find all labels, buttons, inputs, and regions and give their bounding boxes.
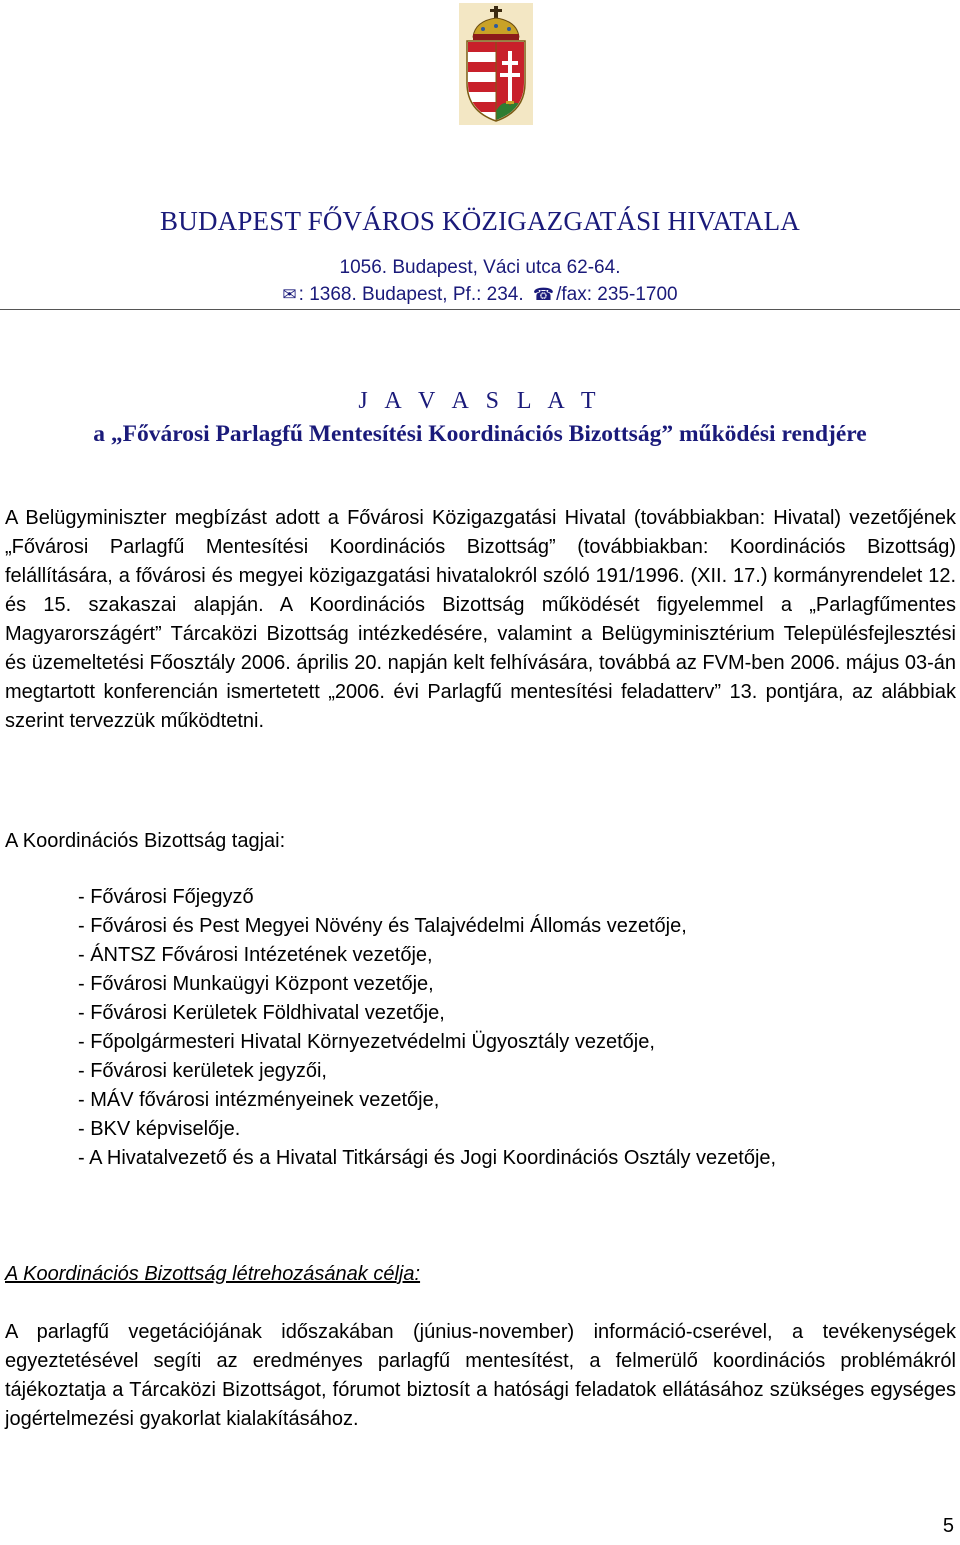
list-item: - A Hivatalvezető és a Hivatal Titkársági és Jogi Koordinációs Osztály vezetője, <box>78 1147 777 1169</box>
document-title: J A V A S L A T <box>358 388 602 414</box>
postal-address: : 1368. Budapest, Pf.: 234. <box>298 284 524 305</box>
members-list <box>78 883 956 1173</box>
street-address: 1056. Budapest, Váci utca 62-64. <box>339 257 621 278</box>
phone-fax: /fax: 235-1700 <box>556 284 678 305</box>
intro-paragraph: A Belügyminiszter megbízást adott a Fővárosi Közigazgatási Hivatal (továbbiakban: Hivatal) vezetőjének „Fővárosi Parlagfű Mentesítési Koordinációs Bizottság” (továbbiakban: Koordinációs Bizottság) felállítására, a fővárosi és megyei közigazgatási hivatalokról szóló 191/1996. (XII. 17.) kormányrendelet 12. és 15. szakaszai alapján. A Koordinációs Bizottság működését figyelemmel a „Parlagfűmentes Magyarországért” Tárcaközi Bizottság intézkedésére, valamint a Belügyminisztérium Településfejlesztési és üzemeltetési Főosztály 2006. április 20. napján kelt felhívására, továbbá az FVM-ben 2006. május 03-án megtartott konferencián ismertetett „2006. évi Parlagfű mentesítési feladatterv” 13. pontjára, az alábbiak szerint tervezzük működtetni. <box>5 507 956 732</box>
document-subtitle <box>0 421 960 448</box>
list-item: - Fővárosi kerületek jegyzői, <box>78 1060 327 1082</box>
coat-of-arms-icon <box>459 3 533 125</box>
purpose-paragraph: A parlagfű vegetációjának időszakában (június-november) információ-cserével, a tevékenységek egyeztetésével segíti az eredményes parlagfű mentesítést, a felmerülő koordinációs problémákról tájékoztatja a Tárcaközi Bizottságot, fórumot biztosít a hatósági feladatok ellátásához szükséges egységes jogértelmezési gyakorlat kialakításához. <box>5 1321 956 1430</box>
subtitle-prefix: a „ <box>93 421 123 447</box>
postal-and-phone-line <box>0 284 960 306</box>
organization-name: BUDAPEST FŐVÁROS KÖZIGAZGATÁSI HIVATALA <box>160 206 800 236</box>
page-number: 5 <box>942 1515 954 1537</box>
header-divider <box>0 309 960 310</box>
list-item: - MÁV fővárosi intézményeinek vezetője, <box>78 1089 440 1111</box>
telephone-icon: ☎ <box>532 285 555 304</box>
list-item: - Főpolgármesteri Hivatal Környezetvédelmi Ügyosztály vezetője, <box>78 1031 655 1053</box>
subtitle-main: Fővárosi Parlagfű Mentesítési Koordinációs Bizottság” működési rendjére <box>122 421 867 447</box>
members-heading: A Koordinációs Bizottság tagjai: <box>5 830 286 852</box>
list-item: - ÁNTSZ Fővárosi Intézetének vezetője, <box>78 944 433 966</box>
list-item: - Fővárosi és Pest Megyei Növény és Talajvédelmi Állomás vezetője, <box>78 915 687 937</box>
list-item: - Fővárosi Munkaügyi Központ vezetője, <box>78 973 434 995</box>
purpose-heading: A Koordinációs Bizottság létrehozásának célja: <box>5 1263 421 1285</box>
envelope-icon: ✉ <box>282 285 297 304</box>
list-item: - BKV képviselője. <box>78 1118 241 1140</box>
list-item: - Fővárosi Főjegyző <box>78 886 254 908</box>
list-item: - Fővárosi Kerületek Földhivatal vezetője, <box>78 1002 445 1024</box>
